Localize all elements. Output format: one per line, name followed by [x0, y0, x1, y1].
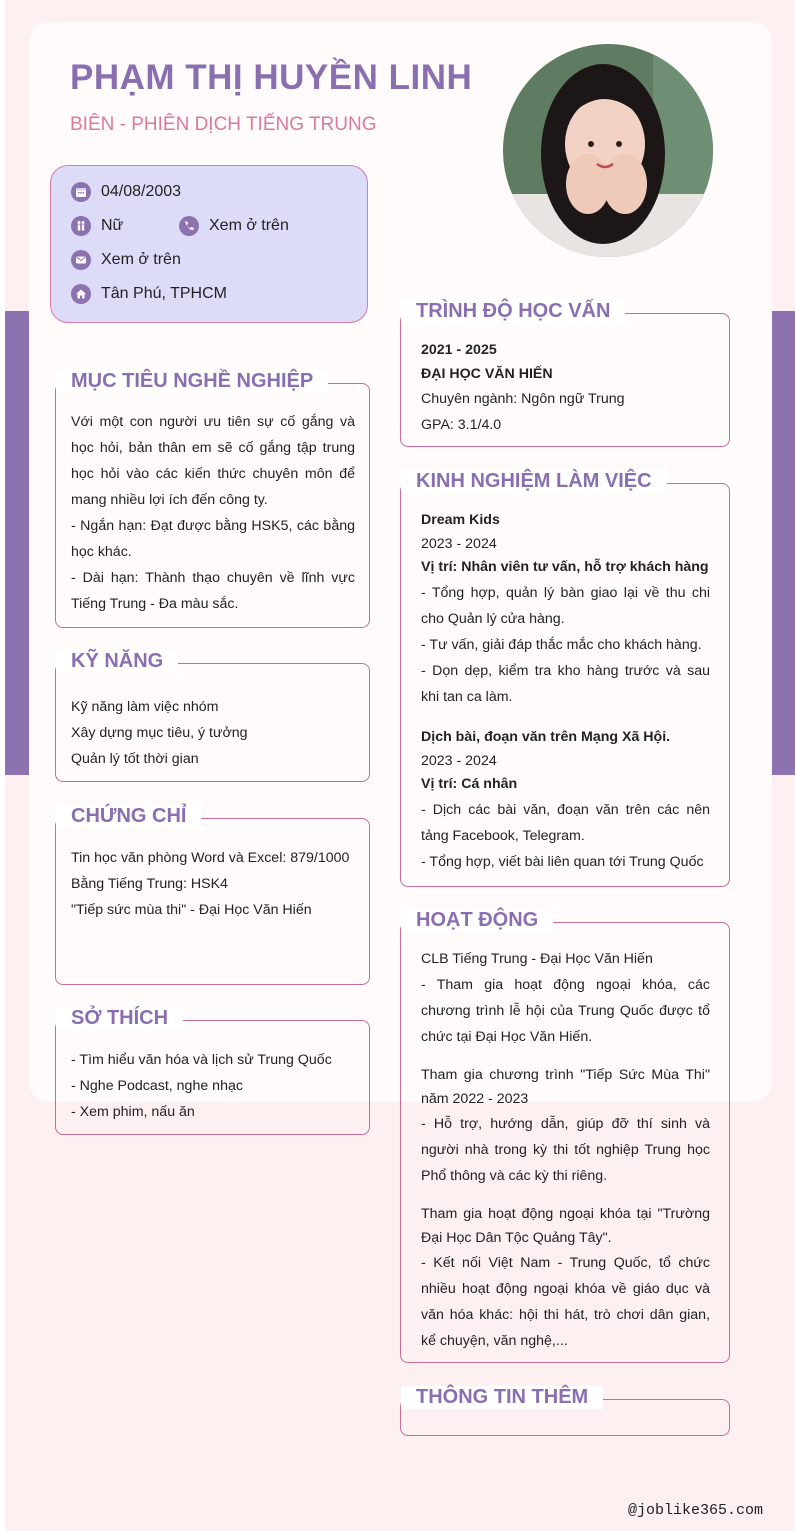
activities-title: HOẠT ĐỘNG: [401, 909, 553, 932]
hobbies-title: SỞ THÍCH: [56, 1007, 183, 1030]
activity-detail: - Hỗ trợ, hướng dẫn, giúp đỡ thí sinh và người nhà trong kỳ thi tốt nghiệp Trung học Phổ thông và các kỳ thi riêng.: [421, 1116, 710, 1184]
job-position: Vị trí: Nhân viên tư vấn, hỗ trợ khách hàng: [421, 559, 709, 575]
activity-item: [421, 1064, 710, 1189]
email-value: Xem ở trên: [101, 251, 181, 268]
hobbies-list: [71, 1047, 361, 1125]
objective-intro: Với một con người ưu tiên sự cố gắng và học hỏi, bản thân em sẽ cố gắng tập trung học hỏi vào các kiến thức chuyên môn để mang nhiều lợi ích đến công ty.: [71, 414, 355, 508]
education-school: ĐẠI HỌC VĂN HIẾN: [421, 365, 553, 382]
home-icon: [71, 284, 91, 304]
activity-detail: - Tham gia hoạt động ngoại khóa, các chương trình lễ hội của Trung Quốc được tổ chức tại Đại Học Văn Hiến.: [421, 976, 710, 1045]
activity-item: [421, 948, 710, 1050]
calendar-icon: [71, 182, 91, 202]
decorative-band-right: [772, 311, 795, 775]
activities-section: [400, 909, 730, 1363]
phone-icon: [179, 216, 199, 236]
education-title: TRÌNH ĐỘ HỌC VẤN: [401, 300, 625, 323]
activity-detail: - Kết nối Việt Nam - Trung Quốc, tổ chức nhiều hoạt động ngoại khóa về giáo dục và văn hóa khác: hội thi hát, trò chơi dân gian, kể chuyện, văn nghệ,...: [421, 1255, 710, 1349]
phone-value: Xem ở trên: [209, 217, 289, 234]
objective-body: [71, 409, 355, 617]
objective-title: MỤC TIÊU NGHỀ NGHIỆP: [56, 370, 328, 393]
skill-item: Kỹ năng làm việc nhóm: [71, 699, 219, 715]
job-title: BIÊN - PHIÊN DỊCH TIẾNG TRUNG: [70, 114, 377, 135]
job-period: 2023 - 2024: [421, 535, 497, 552]
phone-row: [179, 216, 289, 236]
experience-job-1: [421, 509, 710, 710]
experience-title: KINH NGHIỆM LÀM VIỆC: [401, 470, 667, 493]
certificates-section: [55, 805, 370, 985]
education-gpa: GPA: 3.1/4.0: [421, 417, 502, 433]
activity-heading: CLB Tiếng Trung - Đại Học Văn Hiến: [421, 951, 653, 967]
activity-item: [421, 1203, 710, 1354]
skills-section: [55, 650, 370, 782]
watermark: @joblike365.com: [628, 1502, 764, 1519]
education-major: Chuyên ngành: Ngôn ngữ Trung: [421, 391, 625, 407]
activity-heading: Tham gia chương trình "Tiếp Sức Mùa Thi" năm 2022 - 2023: [421, 1067, 710, 1107]
email-row: [71, 250, 181, 270]
job-company: Dịch bài, đoạn văn trên Mạng Xã Hội.: [421, 729, 671, 745]
job-position: Vị trí: Cá nhân: [421, 776, 518, 792]
skill-item: Quản lý tốt thời gian: [71, 751, 199, 767]
skill-item: Xây dựng mục tiêu, ý tưởng: [71, 725, 248, 741]
mail-icon: [71, 250, 91, 270]
job-task: - Tổng hợp, viết bài liên quan tới Trung Quốc: [421, 853, 704, 870]
objective-long-term: - Dài hạn: Thành thạo chuyên về lĩnh vực Tiếng Trung - Đa màu sắc.: [71, 570, 355, 612]
contact-info-box: [50, 165, 368, 323]
certificates-title: CHỨNG CHỈ: [56, 805, 201, 828]
activity-heading: Tham gia hoạt động ngoại khóa tại "Trường Đại Học Dân Tộc Quảng Tây".: [421, 1206, 710, 1246]
certificates-list: [71, 845, 361, 923]
hobby-item: - Xem phim, nấu ăn: [71, 1104, 195, 1120]
gender-row: [71, 216, 123, 236]
gender-icon: [71, 216, 91, 236]
education-body: [421, 339, 711, 438]
birthday-row: [71, 182, 181, 202]
address-row: [71, 284, 227, 304]
birthday-value: 04/08/2003: [101, 183, 182, 200]
job-task: - Dịch các bài văn, đoạn văn trên các nên tảng Facebook, Telegram.: [421, 801, 710, 844]
hobbies-section: [55, 1007, 370, 1135]
candidate-name: PHẠM THỊ HUYỀN LINH: [70, 58, 473, 97]
extra-info-section: [400, 1386, 730, 1436]
certificate-item: "Tiếp sức mùa thi" - Đại Học Văn Hiến: [71, 902, 312, 918]
job-task: - Dọn dẹp, kiểm tra kho hàng trước và sau khi tan ca làm.: [421, 662, 710, 705]
decorative-band-left: [5, 311, 29, 775]
education-period: 2021 - 2025: [421, 342, 497, 358]
job-period: 2023 - 2024: [421, 752, 497, 769]
certificate-item: Tin học văn phòng Word và Excel: 879/1000: [71, 850, 350, 866]
objective-short-term: - Ngắn hạn: Đạt được bằng HSK5, các bằng học khác.: [71, 518, 355, 560]
job-task: - Tổng hợp, quản lý bàn giao lại về thu chi cho Quản lý cửa hàng.: [421, 584, 710, 627]
extra-info-title: THÔNG TIN THÊM: [401, 1386, 603, 1409]
experience-section: [400, 470, 730, 887]
skills-list: [71, 694, 355, 772]
job-company: Dream Kids: [421, 512, 500, 528]
avatar: [503, 44, 713, 257]
hobby-item: - Tìm hiểu văn hóa và lịch sử Trung Quốc: [71, 1052, 332, 1068]
job-task: - Tư vấn, giải đáp thắc mắc cho khách hàng.: [421, 636, 702, 653]
skills-title: KỸ NĂNG: [56, 650, 178, 673]
hobby-item: - Nghe Podcast, nghe nhạc: [71, 1078, 243, 1094]
address-value: Tân Phú, TPHCM: [101, 285, 227, 302]
experience-job-2: [421, 726, 710, 875]
education-section: [400, 300, 730, 447]
objective-section: [55, 370, 370, 628]
certificate-item: Bằng Tiếng Trung: HSK4: [71, 876, 228, 892]
gender-value: Nữ: [101, 217, 124, 234]
